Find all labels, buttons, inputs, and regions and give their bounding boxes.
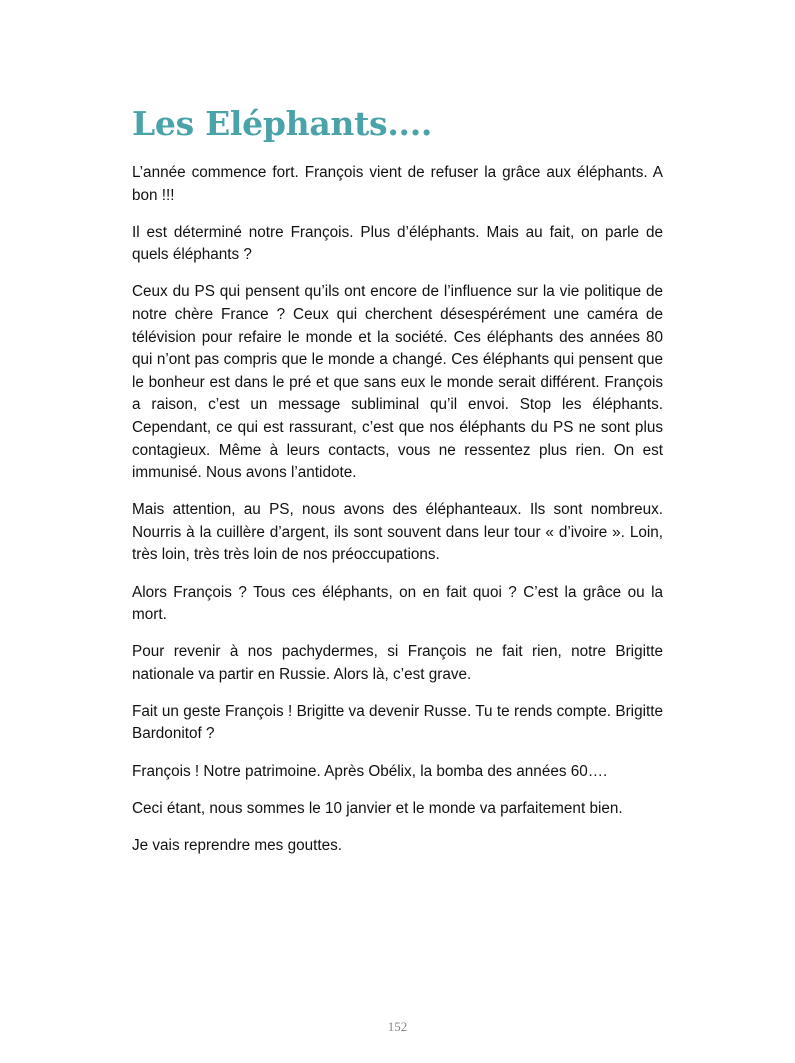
page-number: 152: [387, 1019, 408, 1034]
paragraph-2: Il est déterminé notre François. Plus d’éléphants. Mais au fait, on parle de quels éléphants ?: [132, 223, 663, 264]
article-body: [132, 162, 663, 872]
paragraph-1: L’année commence fort. François vient de refuser la grâce aux éléphants. A bon !!!: [132, 164, 663, 204]
paragraph-4: Mais attention, au PS, nous avons des éléphanteaux. Ils sont nombreux. Nourris à la cuillère d’argent, ils sont souvent dans leur tour « d’ivoire ». Loin, très loin, très très loin de nos préoccupations.: [132, 501, 663, 564]
paragraph-7: Fait un geste François ! Brigitte va devenir Russe. Tu te rends compte. Brigitte Bardonitof ?: [132, 702, 663, 743]
paragraph-8: François ! Notre patrimoine. Après Obélix, la bomba des années 60….: [132, 762, 608, 780]
paragraph-9: Ceci étant, nous sommes le 10 janvier et le monde va parfaitement bien.: [132, 799, 623, 817]
paragraph-6: Pour revenir à nos pachydermes, si François ne fait rien, notre Brigitte nationale va partir en Russie. Alors là, c’est grave.: [132, 643, 663, 683]
page-title: Les Eléphants....: [132, 104, 433, 143]
paragraph-10: Je vais reprendre mes gouttes.: [132, 836, 343, 854]
paragraph-3: Ceux du PS qui pensent qu’ils ont encore de l’influence sur la vie politique de notre chère France ? Ceux qui cherchent désespérément une caméra de télévision pour refaire le monde et la société. Ces éléphants des années 80 qui n’ont pas compris que le monde a changé. Ces éléphants qui pensent que le bonheur est dans le pré et que sans eux le monde serait différent. François a raison, c’est un message subliminal qu’il envoi. Stop les éléphants. Cependant, ce qui est rassurant, c’est que nos éléphants du PS ne sont plus contagieux. Même à leurs contacts, vous ne ressentez plus rien. On est immunisé. Nous avons l’antidote.: [132, 283, 663, 482]
paragraph-5: Alors François ? Tous ces éléphants, on en fait quoi ? C’est la grâce ou la mort.: [132, 583, 663, 624]
